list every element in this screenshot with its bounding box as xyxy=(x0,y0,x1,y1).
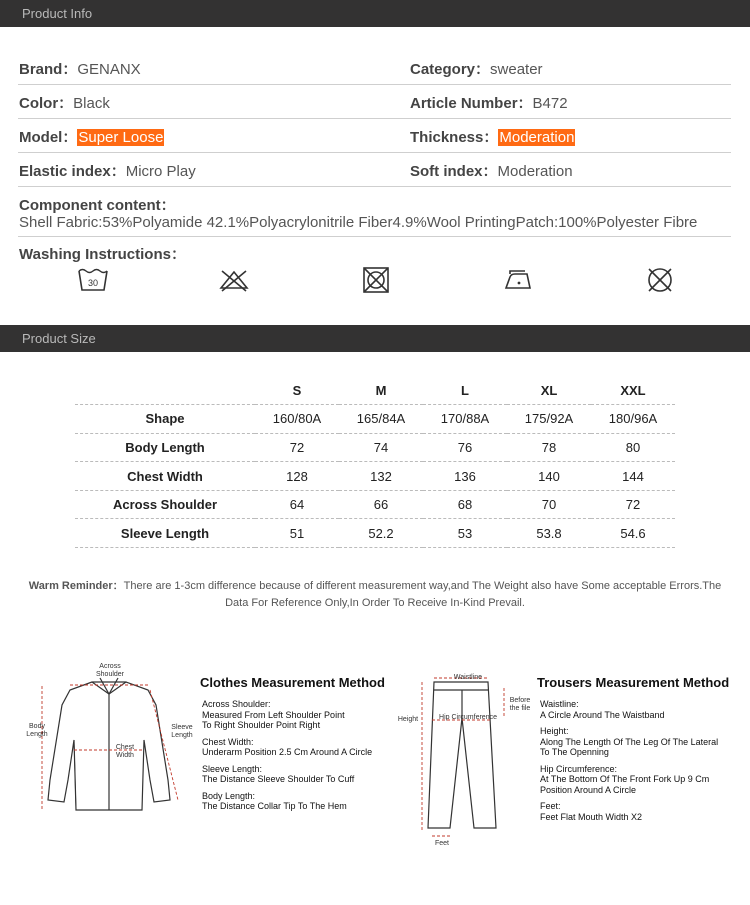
table-row xyxy=(75,519,675,548)
warm-reminder xyxy=(0,578,750,612)
warm-reminder-line1: There are 1-3cm difference because of different measurement way,and The Weight also have Some acceptable Errors.The xyxy=(123,580,722,592)
clothes-item-title: Sleeve Length: xyxy=(202,763,263,774)
table-cell: 53.8 xyxy=(507,519,591,548)
clothes-measurement-title: Clothes Measurement Method xyxy=(200,675,385,690)
trousers-item-title: Hip Circumference: xyxy=(540,763,618,774)
table-cell: 72 xyxy=(591,490,675,519)
table-cell: 175/92A xyxy=(507,405,591,434)
table-row xyxy=(75,490,675,519)
thickness-value: Moderation xyxy=(499,129,575,146)
diagram-sleeve-length-text: Length xyxy=(171,732,193,739)
clothes-measurement-text xyxy=(202,699,372,818)
across-shoulder-note xyxy=(86,663,134,679)
article-number-label: Article Number： xyxy=(410,95,533,112)
category-label: Category： xyxy=(410,61,491,78)
table-cell: 144 xyxy=(591,462,675,491)
thickness-label: Thickness： xyxy=(410,129,499,146)
diagram-body-text: Body xyxy=(29,723,45,730)
size-header-corner xyxy=(75,376,255,405)
trousers-item-title: Feet: xyxy=(540,801,561,811)
diagram-across-text: Across xyxy=(99,663,121,670)
before-file-note xyxy=(506,697,534,713)
table-cell: 68 xyxy=(423,490,507,519)
size-col-l: L xyxy=(423,376,507,405)
size-col-xxl: XXL xyxy=(591,376,675,405)
soft-index-label: Soft index： xyxy=(410,163,498,180)
product-info-title: Product Info xyxy=(22,6,93,21)
clothes-item-line: Underarm Position 2.5 Cm Around A Circle xyxy=(202,747,373,757)
trousers-item-title: Waistline: xyxy=(540,699,579,709)
table-cell: 64 xyxy=(255,490,339,519)
diagram-length-text: Length xyxy=(26,731,48,738)
category-value: sweater xyxy=(490,61,543,78)
table-cell: 76 xyxy=(423,433,507,462)
size-col-xl: XL xyxy=(507,376,591,405)
shirt-diagram xyxy=(22,660,198,820)
table-cell: 132 xyxy=(339,462,423,491)
component-value: Shell Fabric:53%Polyamide 42.1%Polyacrylonitrile Fiber4.9%Wool PrintingPatch:100%Polyester Fibre xyxy=(19,214,698,231)
elastic-index-label: Elastic index： xyxy=(19,163,126,180)
product-info-header xyxy=(0,0,750,27)
chest-width-note xyxy=(108,744,142,760)
height-note: Height xyxy=(397,716,419,723)
diagram-chest-text: Chest xyxy=(115,744,135,751)
clothes-item-line: The Distance Collar Tip To The Hem xyxy=(202,801,347,811)
clothes-item-title: Body Length: xyxy=(202,790,256,801)
clothes-item-title: Chest Width: xyxy=(202,736,254,747)
trousers-measurement-title: Trousers Measurement Method xyxy=(537,675,730,690)
color-label: Color： xyxy=(19,95,74,112)
table-cell: 54.6 xyxy=(591,519,675,548)
warm-reminder-label: Warm Reminder： xyxy=(28,580,124,592)
trousers-item-line: Feet Flat Mouth Width X2 xyxy=(540,811,643,822)
table-cell: 160/80A xyxy=(255,405,339,434)
table-cell: 51 xyxy=(255,519,339,548)
trousers-item-line: To The Openning xyxy=(540,747,609,757)
color-value: Black xyxy=(73,95,110,112)
clothes-item-title: Across Shoulder: xyxy=(202,699,271,709)
trousers-item-line: At The Bottom Of The Front Fork Up 9 Cm xyxy=(540,774,710,784)
table-cell: 70 xyxy=(507,490,591,519)
diagram-width-text: Width xyxy=(116,752,134,759)
table-row xyxy=(75,433,675,462)
elastic-index-value: Micro Play xyxy=(125,163,196,180)
feet-note: Feet xyxy=(434,840,449,847)
diagram-the-file-text: the file xyxy=(509,705,531,712)
hip-note: Hip Circumference xyxy=(439,714,497,721)
info-row-brand-category xyxy=(18,51,731,85)
table-row xyxy=(75,462,675,491)
table-cell: 52.2 xyxy=(339,519,423,548)
no-tumble-dry-icon xyxy=(359,263,393,297)
model-value: Super Loose xyxy=(78,129,164,146)
brand-label: Brand： xyxy=(19,61,78,78)
trousers-item-line: Along The Length Of The Leg Of The Lateral xyxy=(540,736,719,747)
model-label: Model： xyxy=(19,129,78,146)
product-size-title: Product Size xyxy=(22,331,96,346)
diagram-before-text: Before xyxy=(509,697,531,704)
waistline-note: Waistline xyxy=(453,674,483,681)
no-dry-clean-icon xyxy=(643,263,677,297)
table-cell: 136 xyxy=(423,462,507,491)
table-cell: 140 xyxy=(507,462,591,491)
trousers-measurement-text xyxy=(540,699,718,828)
trousers-item-line: A Circle Around The Waistband xyxy=(540,709,665,720)
soft-index-value: Moderation xyxy=(497,163,573,180)
table-cell: 170/88A xyxy=(423,405,507,434)
info-row-color-article xyxy=(18,85,731,119)
size-header-row xyxy=(75,376,675,405)
sleeve-length-note xyxy=(168,724,196,740)
article-number-value: B472 xyxy=(532,95,568,112)
no-bleach-icon xyxy=(217,263,251,297)
table-cell: 53 xyxy=(423,519,507,548)
table-cell: 74 xyxy=(339,433,423,462)
table-cell: 72 xyxy=(255,433,339,462)
iron-low-icon xyxy=(501,263,535,297)
diagram-shoulder-text: Shoulder xyxy=(95,671,125,678)
trousers-item-title: Height: xyxy=(540,726,569,736)
row-label-across-shoulder: Across Shoulder xyxy=(75,490,255,519)
clothes-item-line: The Distance Sleeve Shoulder To Cuff xyxy=(202,774,355,784)
warm-reminder-line2: Data For Reference Only,In Order To Receive In-Kind Prevail. xyxy=(225,597,525,609)
row-label-sleeve-length: Sleeve Length xyxy=(75,519,255,548)
size-col-m: M xyxy=(339,376,423,405)
row-label-chest-width: Chest Width xyxy=(75,462,255,491)
size-table xyxy=(75,376,675,548)
body-length-note xyxy=(20,723,54,739)
row-label-body-length: Body Length xyxy=(75,433,255,462)
trousers-diagram xyxy=(392,668,534,850)
brand-value: GENANX xyxy=(77,61,141,78)
clothes-item-line: To Right Shoulder Point Right xyxy=(202,720,321,730)
row-label-shape: Shape xyxy=(75,405,255,434)
table-cell: 66 xyxy=(339,490,423,519)
trousers-item-line: Position Around A Circle xyxy=(540,784,637,795)
table-cell: 180/96A xyxy=(591,405,675,434)
info-row-elastic-soft xyxy=(18,153,731,187)
product-size-header xyxy=(0,325,750,352)
table-cell: 78 xyxy=(507,433,591,462)
component-content xyxy=(18,188,731,237)
table-cell: 80 xyxy=(591,433,675,462)
size-col-s: S xyxy=(255,376,339,405)
washing-instructions-label: Washing Instructions： xyxy=(19,246,186,263)
diagram-sleeve-text: Sleeve xyxy=(171,724,193,731)
info-row-model-thickness xyxy=(18,119,731,153)
table-cell: 165/84A xyxy=(339,405,423,434)
table-cell: 128 xyxy=(255,462,339,491)
wash-30-icon xyxy=(76,263,110,297)
table-row xyxy=(75,405,675,434)
wash-temp-text: 30 xyxy=(87,278,99,288)
clothes-item-line: Measured From Left Shoulder Point xyxy=(202,709,345,720)
component-label: Component content： xyxy=(19,197,176,214)
